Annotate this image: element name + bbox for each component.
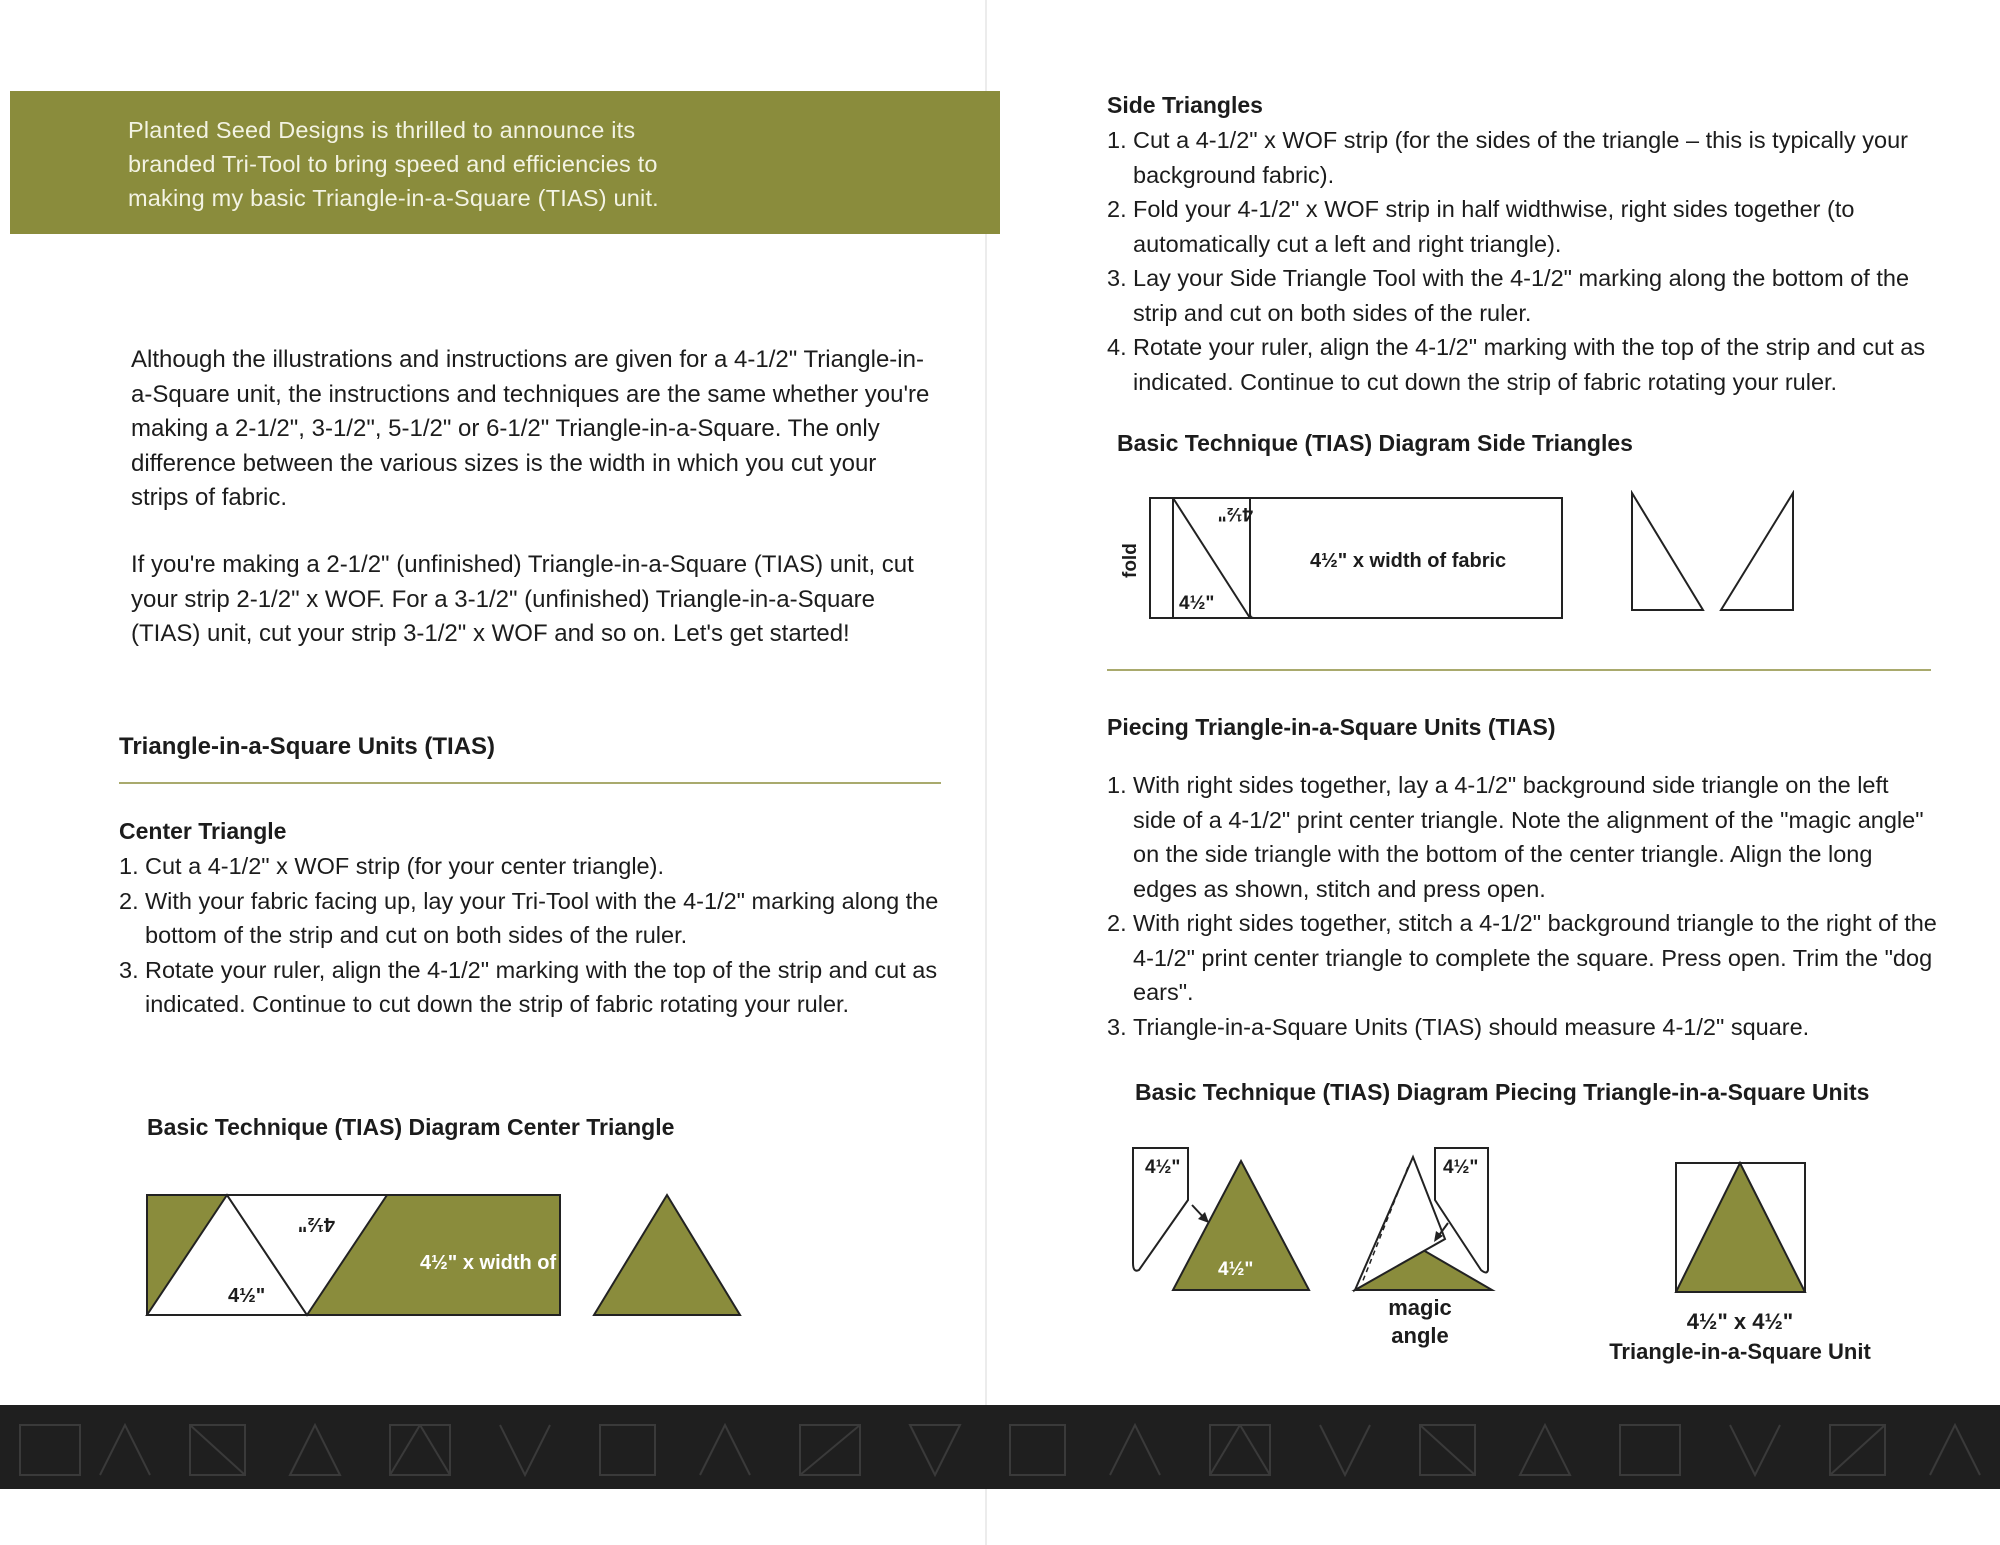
right-side-triangle — [1721, 493, 1793, 610]
list-item: 4. Rotate your ruler, align the 4-1/2" marking with the top of the strip and cut as indicated. Continue to cut down the strip of fabric rotating your ruler. — [1107, 334, 1926, 395]
intro-paragraph-1: Although the illustrations and instructions are given for a 4-1/2" Triangle-in-a-Square unit, the instructions and techniques are the same whether you're making a 2-1/2", 3-1/2", 5-1/2" or 6-1/2" Triangle-in-a-Square. The only difference between the various sizes is the width in which you cut your strips of fabric. — [131, 346, 930, 511]
left-section-divider — [119, 782, 941, 784]
side-triangles-diagram — [1110, 490, 1810, 625]
list-item: 2. With your fabric facing up, lay your Tri-Tool with the 4-1/2" marking along the bottom of the strip and cut on both sides of the ruler. — [119, 887, 939, 948]
list-item: 2. With right sides together, stitch a 4-1/2" background triangle to the right of the 4-1/2" print center triangle to complete the square. Press open. Trim the "dog ears". — [1107, 910, 1937, 1005]
list-item: 2. Fold your 4-1/2" x WOF strip in half widthwise, right sides together (to automatically cut a left and right triangle). — [1107, 196, 1855, 257]
intro-paragraph-2: If you're making a 2-1/2" (unfinished) Triangle-in-a-Square (TIAS) unit, cut your strip 2-1/2" x WOF. For a 3-1/2" (unfinished) Triangle-in-a-Square (TIAS) unit, cut your strip 3-1/2" x WOF and so on. Let's get started! — [131, 551, 914, 647]
strip-label: 4½" x width of fabric — [1310, 550, 1507, 572]
magic-angle-label: magic angle — [1388, 1295, 1452, 1348]
side-diagram-title: Basic Technique (TIAS) Diagram Side Triangles — [1117, 430, 1633, 456]
side-size-label: 4½" — [1145, 1157, 1181, 1178]
piecing-steps — [1107, 768, 1937, 1044]
center-triangle-steps — [119, 849, 939, 1022]
left-side-triangle — [1632, 493, 1703, 610]
result-name-label: Triangle-in-a-Square Unit — [1609, 1339, 1871, 1364]
list-item: 3. Triangle-in-a-Square Units (TIAS) should measure 4-1/2" square. — [1107, 1013, 1810, 1040]
list-item: 1. With right sides together, lay a 4-1/2" background side triangle on the left side of a 4-1/2" print center triangle. Note the alignment of the "magic angle" on the side triangle with the bottom of the center triangle. Align the long edges as shown, stitch and press open. — [1107, 772, 1924, 902]
banner-text: Planted Seed Designs is thrilled to announce its branded Tri-Tool to bring speed and efficiencies to making my basic Triangle-in-a-Square (TIAS) unit. — [128, 117, 659, 211]
size-label-flipped: 4½" — [297, 1213, 335, 1235]
center-triangle-diagram — [140, 1190, 760, 1320]
center-triangle-result — [594, 1195, 740, 1315]
right-section-divider — [1107, 669, 1931, 671]
piecing-diagram — [1125, 1145, 1925, 1295]
center-triangle-title: Center Triangle — [119, 818, 287, 844]
list-item: 3. Rotate your ruler, align the 4-1/2" marking with the top of the strip and cut as indicated. Continue to cut down the strip of fabric rotating your ruler. — [119, 956, 938, 1017]
fold-label: fold — [1120, 543, 1141, 578]
piecing-diagram-title: Basic Technique (TIAS) Diagram Piecing Triangle-in-a-Square Units — [1135, 1079, 1870, 1105]
center-diagram-title: Basic Technique (TIAS) Diagram Center Triangle — [147, 1114, 675, 1140]
result-size-label: 4½" x 4½" — [1686, 1309, 1794, 1334]
list-item: 1. Cut a 4-1/2" x WOF strip (for your center triangle). — [119, 853, 664, 879]
center-size-label: 4½" — [1218, 1259, 1254, 1280]
size-label-flipped: 4½" — [1217, 503, 1253, 524]
footer-pattern — [0, 1405, 2000, 1489]
size-label: 4½" — [228, 1285, 266, 1307]
size-label: 4½" — [1179, 593, 1215, 614]
list-item: 3. Lay your Side Triangle Tool with the 4-1/2" marking along the bottom of the strip and cut on both sides of the ruler. — [1107, 265, 1910, 326]
footer-band — [0, 1405, 2000, 1489]
side-triangles-title: Side Triangles — [1107, 92, 1263, 118]
list-item: 1. Cut a 4-1/2" x WOF strip (for the sides of the triangle – this is typically your background fabric). — [1107, 127, 1908, 188]
side-triangles-steps — [1107, 123, 1927, 399]
tias-section-title: Triangle-in-a-Square Units (TIAS) — [119, 733, 496, 760]
intro-banner — [10, 91, 1000, 234]
piecing-title: Piecing Triangle-in-a-Square Units (TIAS) — [1107, 714, 1556, 740]
right-size-label: 4½" — [1443, 1157, 1479, 1178]
strip-label: 4½" x width of strip — [420, 1252, 606, 1274]
